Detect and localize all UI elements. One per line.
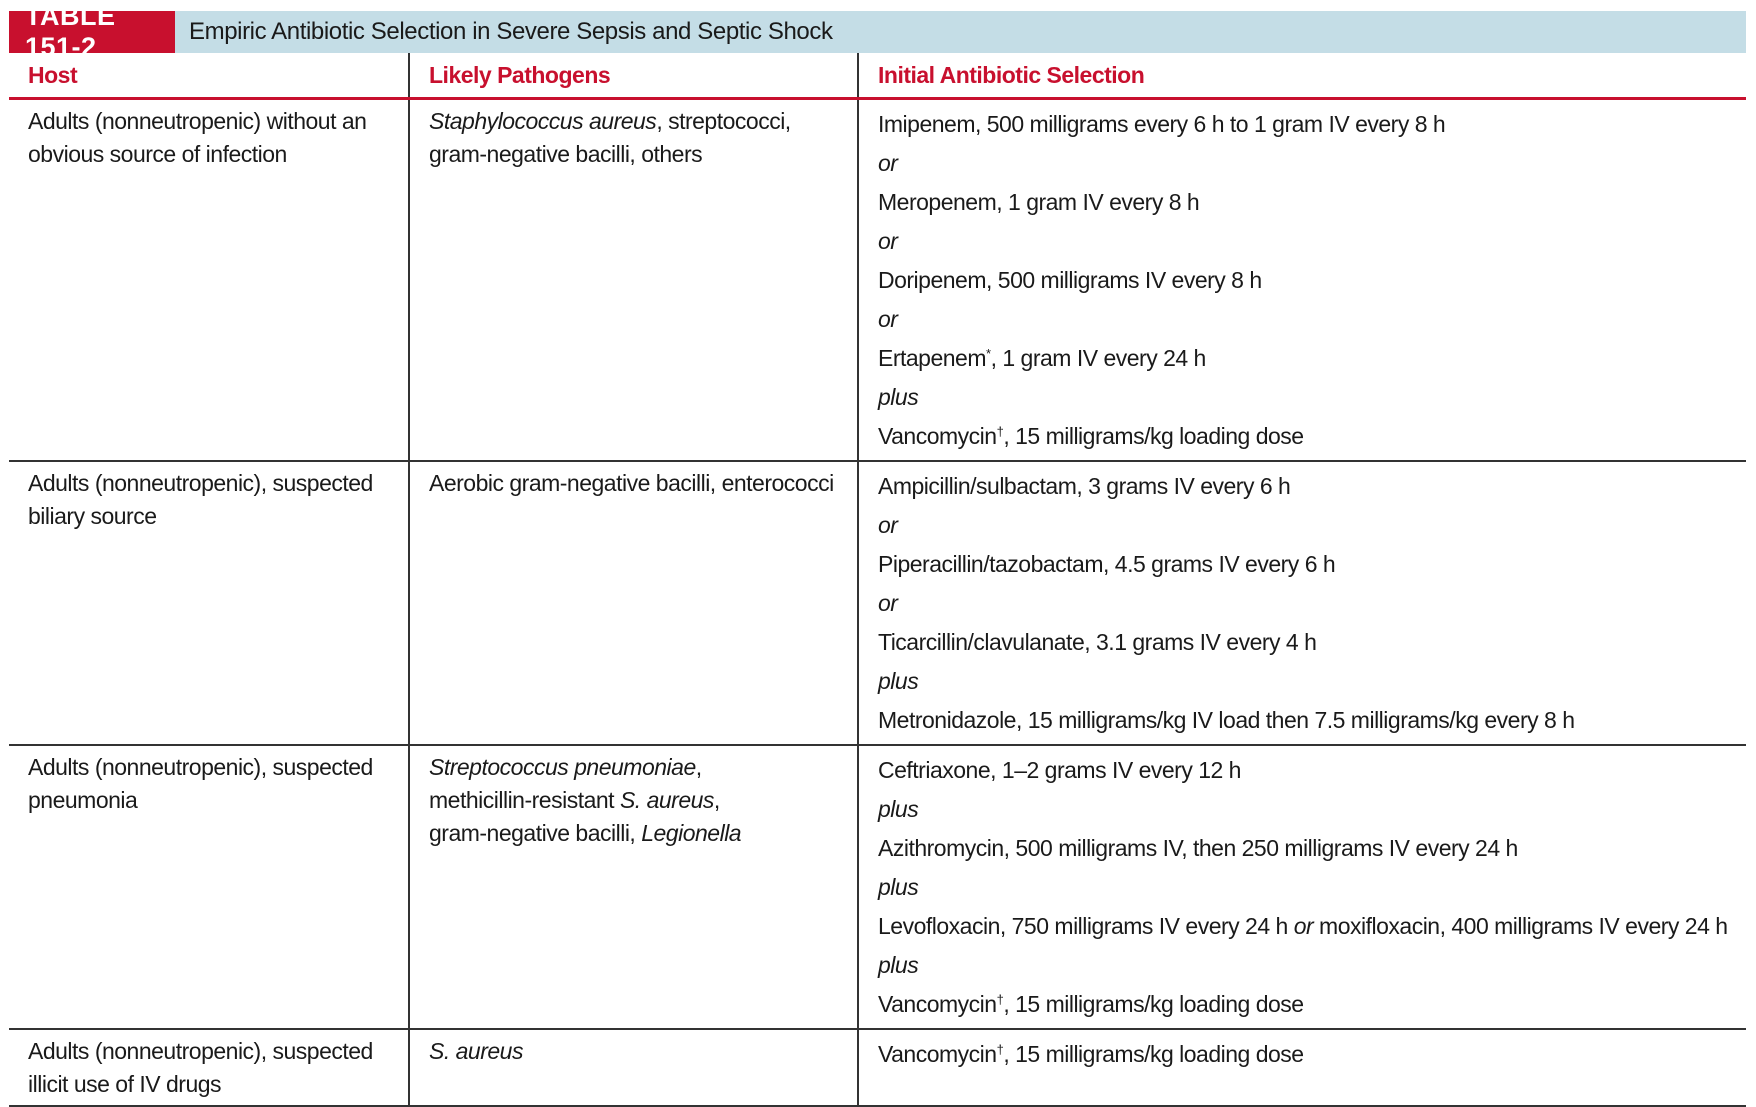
footnote-marker: * [986, 346, 991, 361]
pathogen-text [429, 784, 847, 817]
host-text: Adults (nonneutropenic) without an [28, 108, 367, 134]
antibiotic-entry [878, 985, 1736, 1024]
antibiotics-cell [858, 99, 1746, 462]
host-text: Adults (nonneutropenic), suspected [28, 470, 373, 496]
antibiotic-entry: Azithromycin, 500 milligrams IV, then 250 milligrams IV every 24 h [878, 835, 1518, 861]
table-row [9, 1029, 1746, 1106]
dose-text: , 1 gram IV every 24 h [990, 345, 1206, 371]
conjunction: plus [878, 668, 919, 694]
antibiotics-cell [858, 1029, 1746, 1106]
pathogens-cell [409, 461, 858, 745]
antibiotic-entry: Piperacillin/tazobactam, 4.5 grams IV every 6 h [878, 551, 1336, 577]
pathogen-text [429, 751, 847, 784]
pathogen-text [429, 105, 847, 138]
pathogen-text-part: , streptococci, [656, 108, 791, 134]
pathogen-name: Staphylococcus aureus [429, 108, 657, 134]
pathogen-name: S. aureus [619, 787, 714, 813]
antibiotic-entry [878, 1035, 1736, 1074]
conjunction: plus [878, 796, 919, 822]
pathogen-name: Legionella [641, 820, 742, 846]
conjunction: or [878, 512, 898, 538]
dose-text: , 15 milligrams/kg loading dose [1003, 991, 1304, 1017]
antibiotic-entry: Ceftriaxone, 1–2 grams IV every 12 h [878, 757, 1241, 783]
antibiotic-entry [878, 907, 1736, 946]
antibiotic-entry: Imipenem, 500 milligrams every 6 h to 1 gram IV every 8 h [878, 111, 1446, 137]
pathogen-name: Streptococcus pneumoniae [429, 754, 696, 780]
pathogens-cell [409, 99, 858, 462]
column-header-host: Host [9, 53, 409, 99]
table-caption-bar [9, 1, 1746, 62]
pathogen-text-part: gram-negative bacilli, [429, 820, 642, 846]
footnote-marker: † [996, 992, 1004, 1007]
host-cell [9, 1029, 409, 1106]
header-row [9, 53, 1746, 99]
column-header-antibiotics: Initial Antibiotic Selection [858, 53, 1746, 99]
pathogen-text: gram-negative bacilli, others [429, 141, 703, 167]
pathogen-text: Aerobic gram-negative bacilli, enterococci [429, 470, 834, 496]
antibiotic-entry [878, 417, 1736, 456]
host-text: pneumonia [28, 787, 138, 813]
table-row [9, 745, 1746, 1029]
conjunction: plus [878, 952, 919, 978]
pathogen-name: S. aureus [429, 1038, 523, 1064]
drug-name: Ertapenem [878, 345, 987, 371]
column-header-pathogens: Likely Pathogens [409, 53, 858, 99]
footnote-marker: † [996, 1042, 1004, 1057]
drug-name: Vancomycin [878, 1041, 997, 1067]
pathogen-text-part: , [713, 787, 720, 813]
pathogen-text [429, 817, 847, 850]
drug-text: Levofloxacin, 750 milligrams IV every 24 h [878, 913, 1294, 939]
conjunction: or [878, 228, 898, 254]
antibiotic-entry: Metronidazole, 15 milligrams/kg IV load then 7.5 milligrams/kg every 8 h [878, 707, 1575, 733]
dose-text: , 15 milligrams/kg loading dose [1003, 1041, 1304, 1067]
antibiotic-entry: Doripenem, 500 milligrams IV every 8 h [878, 267, 1262, 293]
table-row [9, 99, 1746, 462]
drug-name: Vancomycin [878, 991, 997, 1017]
table-row [9, 461, 1746, 745]
antibiotic-entry: Meropenem, 1 gram IV every 8 h [878, 189, 1200, 215]
conjunction: or [878, 590, 898, 616]
host-text: Adults (nonneutropenic), suspected [28, 1038, 373, 1064]
antibiotic-entry: Ampicillin/sulbactam, 3 grams IV every 6 h [878, 473, 1291, 499]
host-cell [9, 99, 409, 462]
conjunction: or [878, 306, 898, 332]
antibiotic-entry [878, 339, 1736, 378]
conjunction: plus [878, 874, 919, 900]
host-text: Adults (nonneutropenic), suspected [28, 754, 373, 780]
conjunction: plus [878, 384, 919, 410]
inline-conjunction: or [1293, 913, 1314, 939]
pathogens-cell [409, 1029, 858, 1106]
drug-name: Vancomycin [878, 423, 997, 449]
footnote-marker: † [996, 424, 1004, 439]
host-cell [9, 461, 409, 745]
pathogen-text-part: methicillin-resistant [429, 787, 620, 813]
host-text: obvious source of infection [28, 141, 287, 167]
host-text: illicit use of IV drugs [28, 1071, 222, 1097]
antibiotic-entry: Ticarcillin/clavulanate, 3.1 grams IV every 4 h [878, 629, 1317, 655]
antibiotic-table [9, 53, 1746, 1107]
conjunction: or [878, 150, 898, 176]
drug-text: moxifloxacin, 400 milligrams IV every 24 h [1313, 913, 1728, 939]
table-number-badge: TABLE 151-2 [9, 11, 175, 53]
pathogens-cell [409, 745, 858, 1029]
host-text: biliary source [28, 503, 157, 529]
table-title: Empiric Antibiotic Selection in Severe Sepsis and Septic Shock [189, 18, 833, 45]
antibiotics-cell [858, 461, 1746, 745]
dose-text: , 15 milligrams/kg loading dose [1003, 423, 1304, 449]
pathogen-text-part: , [695, 754, 702, 780]
antibiotics-cell [858, 745, 1746, 1029]
host-cell [9, 745, 409, 1029]
